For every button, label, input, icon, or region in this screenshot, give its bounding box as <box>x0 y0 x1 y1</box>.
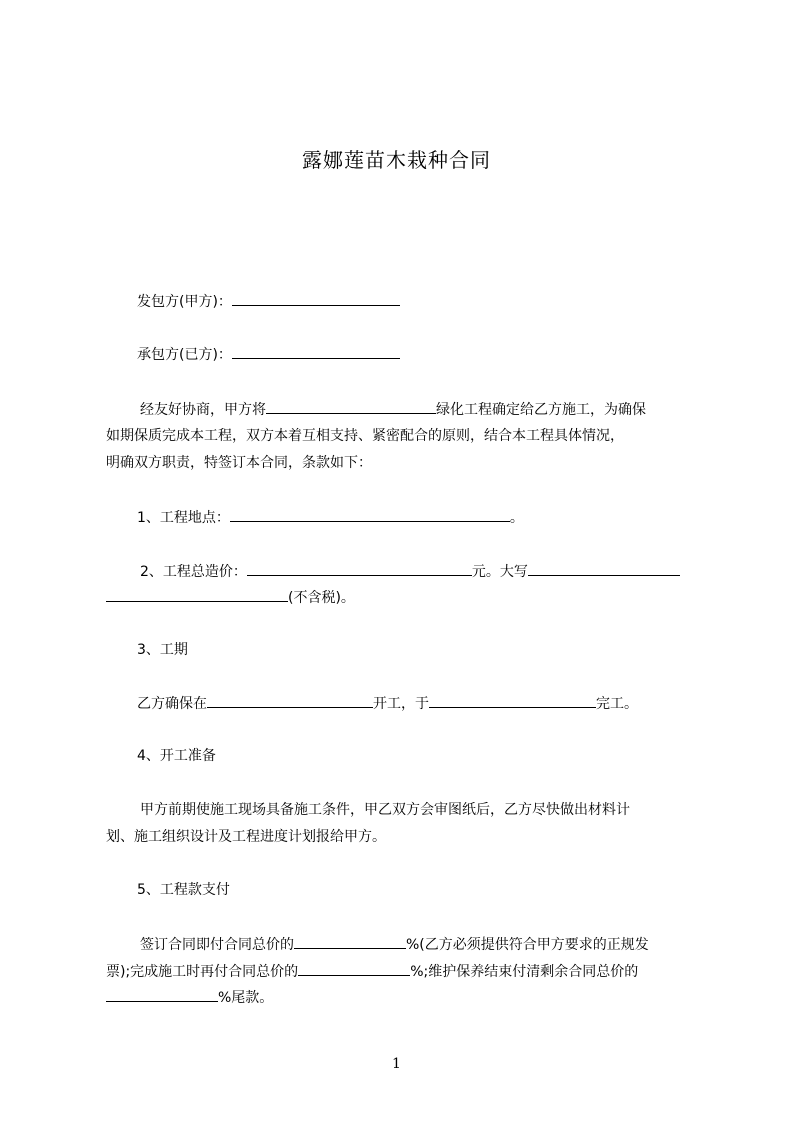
party-a-line <box>137 291 400 312</box>
item-4-heading: 4、开工准备 <box>137 748 216 764</box>
item-4-line-2: 划、施工组织设计及工程进度计划报给甲方。 <box>106 829 386 845</box>
price-words-blank-2[interactable] <box>106 587 288 602</box>
party-b-label: 承包方(已方)： <box>137 347 232 363</box>
item-1-label: 1、工程地点： <box>137 510 230 526</box>
party-a-label: 发包方(甲方)： <box>137 294 232 310</box>
page-title: 露娜莲苗木栽种合同 <box>302 148 491 172</box>
project-name-blank[interactable] <box>266 399 436 414</box>
party-b-line <box>137 344 400 365</box>
item-2-line-2 <box>106 587 355 608</box>
item-3-heading: 3、工期 <box>137 642 188 658</box>
intro-line-2: 如期保质完成本工程，双方本着互相支持、紧密配合的原则，结合本工程具体情况， <box>106 428 624 444</box>
item-5-text: %尾款。 <box>218 990 274 1006</box>
page-number: 1 <box>392 1056 401 1072</box>
final-payment-blank[interactable] <box>106 987 218 1002</box>
item-3-end: 完工。 <box>596 696 638 712</box>
party-b-blank[interactable] <box>232 344 400 359</box>
item-5-text: 签订合同即付合同总价的 <box>140 937 294 953</box>
price-blank[interactable] <box>247 561 472 576</box>
party-a-blank[interactable] <box>232 291 400 306</box>
item-1-end: 。 <box>509 510 524 526</box>
item-1-location <box>137 507 524 528</box>
intro-text: 绿化工程确定给乙方施工，为确保 <box>436 402 646 418</box>
intro-line-3: 明确双方职责，特签订本合同，条款如下： <box>106 455 372 471</box>
item-4-line-1: 甲方前期使施工现场具备施工条件，甲乙双方会审图纸后，乙方尽快做出材料计 <box>140 802 630 818</box>
completion-payment-blank[interactable] <box>298 961 410 976</box>
item-3-schedule <box>137 693 638 714</box>
item-2-label: 2、工程总造价： <box>140 564 247 580</box>
start-date-blank[interactable] <box>207 693 373 708</box>
item-2-mid: 元。大写 <box>471 564 528 580</box>
location-blank[interactable] <box>230 507 510 522</box>
item-5-line-3 <box>106 987 273 1008</box>
item-5-text: %(乙方必须提供符合甲方要求的正规发 <box>406 937 649 953</box>
item-5-heading: 5、工程款支付 <box>137 882 230 898</box>
down-payment-blank[interactable] <box>294 934 406 949</box>
item-5-line-1 <box>140 934 649 955</box>
item-5-line-2 <box>106 961 638 982</box>
item-5-text: 票);完成施工时再付合同总价的 <box>106 964 299 980</box>
intro-line-1 <box>140 399 646 420</box>
end-date-blank[interactable] <box>429 693 596 708</box>
item-2-price <box>140 561 680 582</box>
item-3-pre: 乙方确保在 <box>137 696 207 712</box>
item-2-end: (不含税)。 <box>288 590 355 606</box>
item-3-mid: 开工，于 <box>373 696 429 712</box>
item-5-text: %;维护保养结束付清剩余合同总价的 <box>410 964 639 980</box>
price-words-blank[interactable] <box>528 561 680 576</box>
intro-text: 经友好协商，甲方将 <box>140 402 266 418</box>
